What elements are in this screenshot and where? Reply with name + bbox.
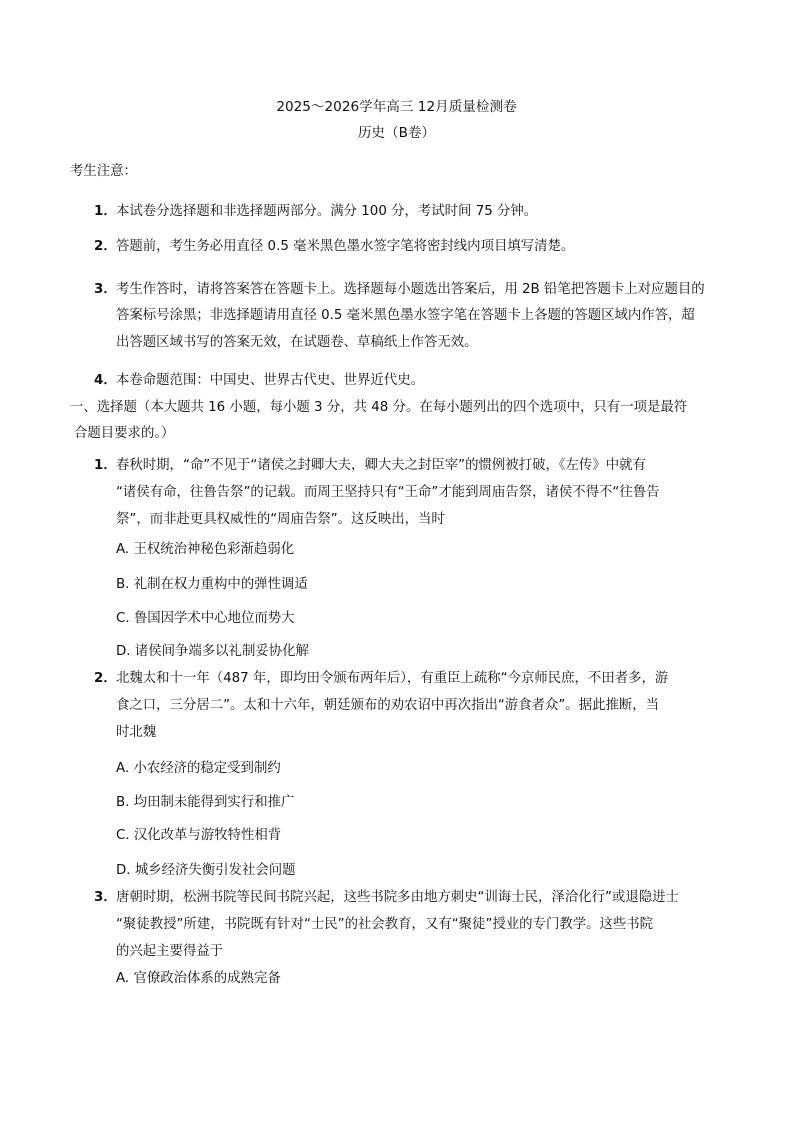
question-stem-line: 食之口，三分居二”。太和十六年，朝廷颁布的劝农诏中再次指出“游食者众”。据此推断，当 bbox=[116, 698, 660, 713]
option-a: A. 小农经济的稳定受到制约 bbox=[116, 761, 281, 776]
question-number: 1． bbox=[94, 458, 117, 473]
question-stem-line: 唐朝时期，松洲书院等民间书院兴起，这些书院多由地方刺史“训诲士民，泽洽化行”或退隐进士 bbox=[116, 890, 679, 905]
section-heading-line: 合题目要求的。） bbox=[74, 426, 175, 441]
notice-item-text: 答案标号涂黑；非选择题请用直径 0.5 毫米黑色墨水签字笔在答题卡上各题的答题区域内作答，超 bbox=[116, 308, 695, 323]
notice-item-number: 3． bbox=[94, 282, 117, 297]
notice-item-number: 1． bbox=[94, 204, 117, 219]
question-stem-line: 时北魏 bbox=[116, 725, 157, 740]
notice-item-text: 考生作答时，请将答案答在答题卡上。选择题每小题选出答案后，用 2B 铅笔把答题卡上对应题目的 bbox=[116, 282, 705, 297]
option-d: D. 诸侯间争端多以礼制妥协化解 bbox=[116, 644, 309, 659]
notice-item-text: 本卷命题范围：中国史、世界古代史、世界近代史。 bbox=[116, 373, 424, 388]
question-number: 3． bbox=[94, 890, 117, 905]
option-b: B. 均田制未能得到实行和推广 bbox=[116, 795, 295, 810]
notice-item-number: 2． bbox=[94, 239, 117, 254]
exam-subtitle: 历史（B卷） bbox=[357, 125, 436, 141]
notice-label: 考生注意： bbox=[70, 164, 137, 179]
option-a: A. 王权统治神秘色彩渐趋弱化 bbox=[116, 542, 295, 557]
question-stem-line: 北魏太和十一年（487 年，即均田令颁布两年后），有重臣上疏称“今京师民庶，不田者多，游 bbox=[116, 671, 669, 686]
exam-title: 2025～2026学年高三 12月质量检测卷 bbox=[276, 99, 517, 115]
option-c: C. 鲁国因学术中心地位而势大 bbox=[116, 611, 295, 626]
option-b: B. 礼制在权力重构中的弹性调适 bbox=[116, 577, 308, 592]
question-stem-line: 春秋时期，“命”不见于“诸侯之封卿大夫，卿大夫之封臣宰”的惯例被打破，《左传》中就有 bbox=[116, 458, 646, 473]
notice-item-number: 4． bbox=[94, 373, 117, 388]
question-stem-line: 的兴起主要得益于 bbox=[116, 944, 224, 959]
notice-item-text: 出答题区域书写的答案无效，在试题卷、草稿纸上作答无效。 bbox=[116, 335, 478, 350]
option-a: A. 官僚政治体系的成熟完备 bbox=[116, 971, 281, 986]
notice-item-text: 答题前，考生务必用直径 0.5 毫米黑色墨水签字笔将密封线内项目填写清楚。 bbox=[116, 239, 575, 254]
notice-item-text: 本试卷分选择题和非选择题两部分。满分 100 分，考试时间 75 分钟。 bbox=[116, 204, 538, 219]
option-c: C. 汉化改革与游牧特性相背 bbox=[116, 828, 282, 843]
option-d: D. 城乡经济失衡引发社会问题 bbox=[116, 863, 296, 878]
question-stem-line: 祭”，而非赴更具权威性的“周庙告祭”。这反映出，当时 bbox=[116, 512, 445, 527]
question-stem-line: “诸侯有命，往鲁告祭”的记载。而周王坚持只有“王命”才能到周庙告祭，诸侯不得不“往鲁告 bbox=[116, 485, 660, 500]
question-number: 2． bbox=[94, 671, 117, 686]
section-heading-line: 一、选择题（本大题共 16 小题，每小题 3 分，共 48 分。在每小题列出的四个选项中，只有一项是最符 bbox=[70, 400, 688, 415]
question-stem-line: “聚徒教授”所建，书院既有针对“士民”的社会教育，又有“聚徒”授业的专门教学。这些书院 bbox=[116, 917, 654, 932]
